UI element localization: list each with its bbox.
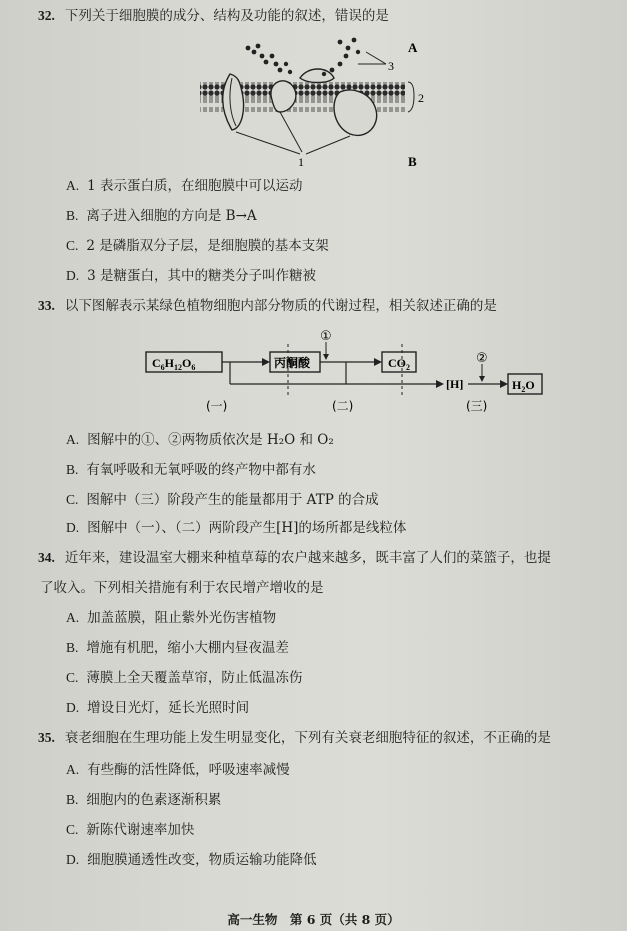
q33-option-a[interactable]: A. 图解中的①、②两物质依次是 H₂O 和 O₂ [66,432,334,448]
label-3: 3 [388,59,394,73]
q32-option-a[interactable]: A. 1 表示蛋白质，在细胞膜中可以运动 [66,178,303,194]
q35-option-b[interactable]: B. 细胞内的色素逐渐积累 [66,792,222,808]
q35-option-c[interactable]: C. 新陈代谢速率加快 [66,822,195,838]
q34-option-d[interactable]: D. 增设日光灯，延长光照时间 [66,700,250,716]
q32-option-c[interactable]: C. 2 是磷脂双分子层，是细胞膜的基本支架 [66,238,329,254]
q33-option-b[interactable]: B. 有氧呼吸和无氧呼吸的终产物中都有水 [66,462,316,478]
stage-1-label: (一) [206,399,228,412]
q33-option-d[interactable]: D. 图解中（一）、（二）两阶段产生[H]的场所都是线粒体 [66,520,407,536]
co2-label: $CO_2$ [388,356,410,372]
q33-option-c[interactable]: C. 图解中（三）阶段产生的能量都用于 ATP 的合成 [66,492,379,508]
stage-2-label: (二) [332,399,354,412]
stem-text: 衰老细胞在生理功能上发生明显变化，下列有关衰老细胞特征的叙述，不正确的是 [64,730,551,746]
stage-3-label: (三) [466,399,488,412]
h2o-label: $H_2O$ [512,378,535,394]
label-A: A [408,40,418,55]
q32-option-b[interactable]: B. 离子进入细胞的方向是 B→A [66,208,257,224]
stem-text: 下列关于细胞膜的成分、结构及功能的叙述，错误的是 [64,8,389,24]
stem-text: 以下图解表示某绿色植物细胞内部分物质的代谢过程，相关叙述正确的是 [64,298,497,314]
stem-text: 近年来，建设温室大棚来种植草莓的农户越来越多，既丰富了人们的菜篮子，也提 [64,550,551,566]
question-number: 34. [38,550,55,565]
label-B: B [408,154,417,169]
h-label: [H] [446,377,464,391]
q35-option-d[interactable]: D. 细胞膜通透性改变，物质运输功能降低 [66,852,317,868]
question-35-stem [38,726,551,746]
respiration-pathway-diagram [140,322,560,412]
sugar-chain-left [246,44,293,75]
page-footer: 高一生物 第 6 页（共 8 页） [227,912,400,927]
question-number: 33. [38,298,55,313]
question-34-stem-line2: 了收入。下列相关措施有利于农民增产增收的是 [40,580,324,596]
q34-option-b[interactable]: B. 增施有机肥，缩小大棚内昼夜温差 [66,640,289,656]
surface-protein [300,69,334,83]
glucose-label: $C_6H_{12}O_6$ [152,356,196,372]
q34-option-c[interactable]: C. 薄膜上全天覆盖草帘，防止低温冻伤 [66,670,303,686]
question-number: 35. [38,730,55,745]
label-2: 2 [418,91,424,105]
cell-membrane-diagram [190,30,450,170]
question-33-stem [38,294,497,314]
question-32-stem [38,4,389,24]
label-1: 1 [298,155,304,169]
q35-option-a[interactable]: A. 有些酶的活性降低，呼吸速率减慢 [66,762,290,778]
q32-option-d[interactable]: D. 3 是糖蛋白，其中的糖类分子叫作糖被 [66,268,317,284]
pyruvate-label: 丙酮酸 [274,356,311,370]
question-34-stem [38,546,551,566]
marker-2: ② [476,351,488,366]
question-number: 32. [38,8,55,23]
q34-option-a[interactable]: A. 加盖蓝膜，阻止紫外光伤害植物 [66,610,277,626]
marker-1: ① [320,329,332,344]
